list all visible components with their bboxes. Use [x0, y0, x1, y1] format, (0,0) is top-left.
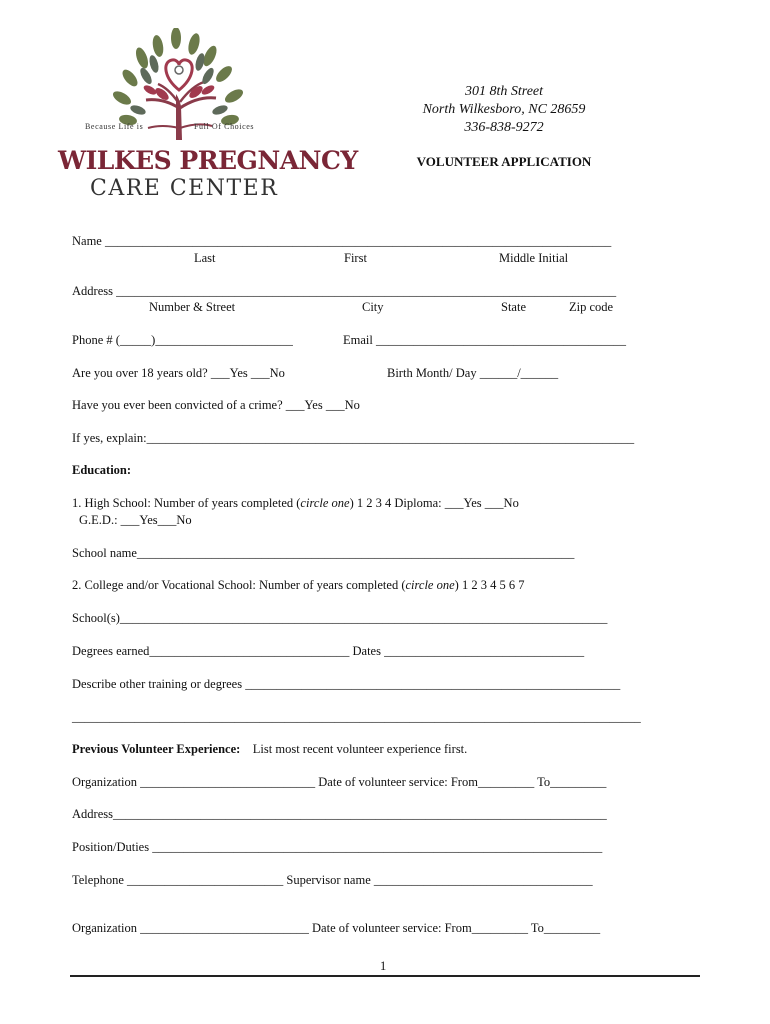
- degrees-dates-field[interactable]: Degrees earned________________________________ Dates ________________________________: [72, 644, 585, 658]
- phone-field[interactable]: Phone # (_____)______________________: [72, 333, 293, 347]
- conviction-question[interactable]: Have you ever been convicted of a crime? ___Yes ___No: [72, 398, 360, 412]
- email-field[interactable]: Email ________________________________________: [343, 333, 626, 347]
- position-duties-field[interactable]: Position/Duties ________________________________________________________________________: [72, 840, 603, 854]
- explain-field[interactable]: If yes, explain:______________________________________________________________________________: [72, 431, 635, 445]
- name-last-label: Last: [194, 251, 216, 265]
- logo-subtitle: CARE CENTER: [90, 176, 279, 201]
- other-training-field[interactable]: Describe other training or degrees ____________________________________________________________: [72, 677, 621, 691]
- circle-one-note-college: circle one: [405, 578, 455, 592]
- footer-divider: [70, 975, 700, 977]
- ged-field[interactable]: G.E.D.: ___Yes___No: [79, 513, 192, 527]
- logo-title: WILKES PREGNANCY: [58, 146, 358, 175]
- circle-one-note: circle one: [300, 496, 350, 510]
- name-first-label: First: [344, 251, 367, 265]
- address-zip-label: Zip code: [569, 300, 614, 314]
- organization-logo: [58, 28, 358, 203]
- school-name-field[interactable]: School name______________________________________________________________________: [72, 546, 575, 560]
- high-school-label: 1. High School: Number of years completed (: [72, 496, 301, 510]
- college-years-options[interactable]: ) 1 2 3 4 5 6 7: [454, 578, 525, 592]
- education-heading: Education:: [72, 463, 132, 477]
- schools-field[interactable]: School(s)______________________________________________________________________________: [72, 611, 608, 625]
- address-street-label: Number & Street: [149, 300, 236, 314]
- organization-2-field[interactable]: Organization ___________________________ Date of volunteer service: From_________ To_________: [72, 921, 601, 935]
- logo-tagline-left: Because Life is: [85, 122, 144, 131]
- college-line[interactable]: [72, 578, 524, 593]
- street-address: 301 8th Street: [464, 84, 544, 99]
- previous-volunteer-heading: Previous Volunteer Experience:: [72, 742, 241, 756]
- other-training-continuation-line[interactable]: ___________________________________________________________________________________________: [72, 710, 641, 724]
- application-title: VOLUNTEER APPLICATION: [416, 154, 592, 169]
- telephone-supervisor-field[interactable]: Telephone _________________________ Supervisor name ___________________________________: [72, 873, 593, 887]
- name-field[interactable]: Name _________________________________________________________________________________: [72, 234, 612, 248]
- birth-month-day-field[interactable]: Birth Month/ Day ______/______: [387, 366, 559, 380]
- college-label: 2. College and/or Vocational School: Number of years completed (: [72, 578, 406, 592]
- previous-volunteer-note: List most recent volunteer experience first.: [252, 742, 468, 756]
- address-field[interactable]: Address ________________________________________________________________________________: [72, 284, 617, 298]
- name-middle-label: Middle Initial: [499, 251, 569, 265]
- page-number: 1: [380, 959, 387, 973]
- high-school-line[interactable]: [72, 496, 519, 511]
- address-city-label: City: [362, 300, 384, 314]
- phone-number: 336-838-9272: [464, 120, 544, 135]
- organization-address-field[interactable]: Address_______________________________________________________________________________: [72, 807, 607, 821]
- city-state-zip: North Wilkesboro, NC 28659: [422, 102, 586, 117]
- logo-tagline-right: Full Of Choices: [194, 122, 255, 131]
- over-18-question[interactable]: Are you over 18 years old? ___Yes ___No: [72, 366, 285, 380]
- high-school-years-options[interactable]: ) 1 2 3 4 Diploma: ___Yes ___No: [349, 496, 519, 510]
- address-state-label: State: [501, 300, 526, 314]
- previous-volunteer-section: [72, 742, 467, 757]
- organization-1-field[interactable]: Organization ____________________________ Date of volunteer service: From_________ To_________: [72, 775, 607, 789]
